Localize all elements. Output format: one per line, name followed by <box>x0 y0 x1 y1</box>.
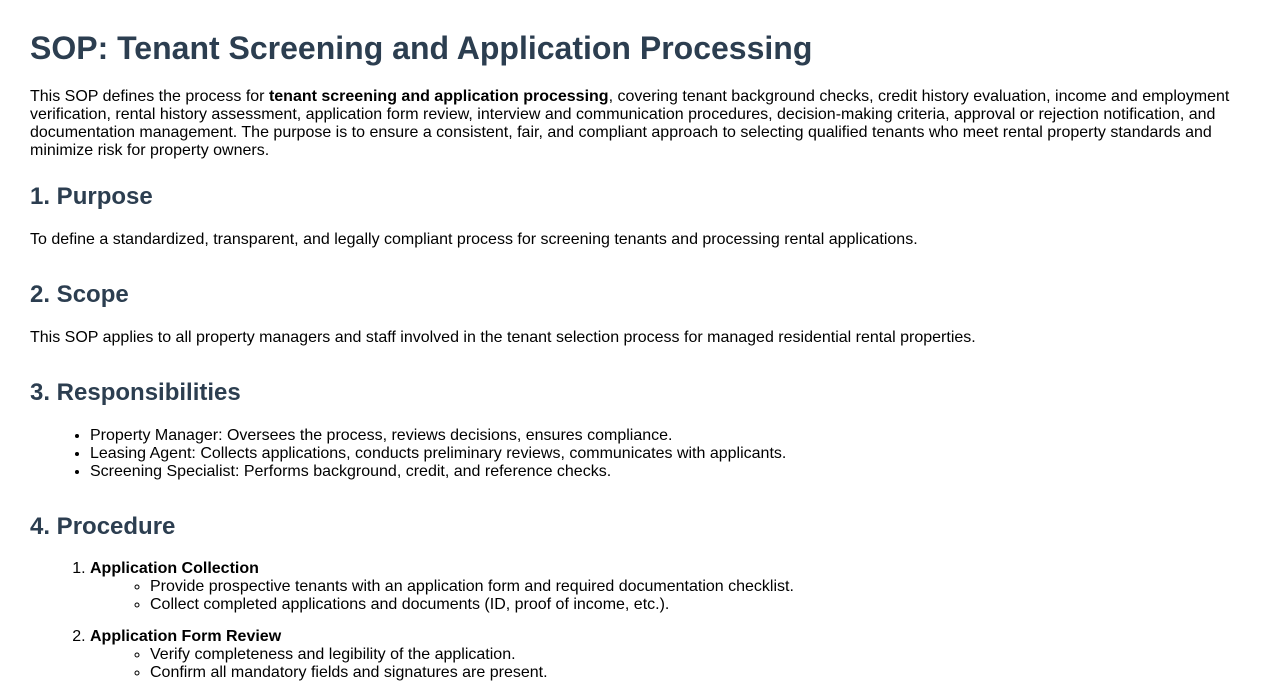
procedure-step <box>90 560 1233 614</box>
page-title: SOP: Tenant Screening and Application Processing <box>30 30 813 66</box>
procedure-step <box>90 628 1233 682</box>
procedure-substeps-list <box>90 578 1233 614</box>
scope-heading: 2. Scope <box>30 281 129 308</box>
procedure-substep: ◦ Provide prospective tenants with an application form and required documentation checklist. <box>150 578 1233 596</box>
purpose-text: To define a standardized, transparent, and legally compliant process for screening tenants and processing rental applications. <box>30 231 918 248</box>
procedure-substep: ◦ Confirm all mandatory fields and signatures are present. <box>150 664 1233 682</box>
responsibilities-heading: 3. Responsibilities <box>30 379 241 406</box>
procedure-heading: 4. Procedure <box>30 513 176 540</box>
responsibility-item: • Property Manager: Oversees the process, reviews decisions, ensures compliance. <box>90 427 1233 445</box>
scope-text: This SOP applies to all property managers and staff involved in the tenant selection process for managed residential rental properties. <box>30 329 976 346</box>
responsibility-item: • Screening Specialist: Performs background, credit, and reference checks. <box>90 463 1233 481</box>
document-page <box>0 30 1263 682</box>
intro-text-start: This SOP defines the process for <box>30 88 269 105</box>
purpose-heading: 1. Purpose <box>30 183 153 210</box>
intro-text-end: , covering tenant background checks, credit history evaluation, income and employment verification, rental history assessment, application form review, interview and communication procedures, decision-making criteria, approval or rejection notification, and documentation management. The purpose is to ensure a consistent, fair, and compliant approach to selecting qualified tenants who meet rental property standards and minimize risk for property owners. <box>30 88 1230 159</box>
procedure-substep: ◦ Verify completeness and legibility of the application. <box>150 646 1233 664</box>
procedure-step-title: Application Form Review <box>90 628 282 645</box>
procedure-step-title: Application Collection <box>90 560 259 577</box>
procedure-steps-list <box>30 560 1233 682</box>
procedure-substep: ◦ Collect completed applications and documents (ID, proof of income, etc.). <box>150 596 1233 614</box>
procedure-substeps-list <box>90 646 1233 682</box>
responsibility-item: • Leasing Agent: Collects applications, conducts preliminary reviews, communicates with applicants. <box>90 445 1233 463</box>
intro-paragraph <box>30 88 1233 160</box>
intro-text-bold: tenant screening and application processing <box>268 88 609 105</box>
responsibilities-list <box>30 427 1233 481</box>
